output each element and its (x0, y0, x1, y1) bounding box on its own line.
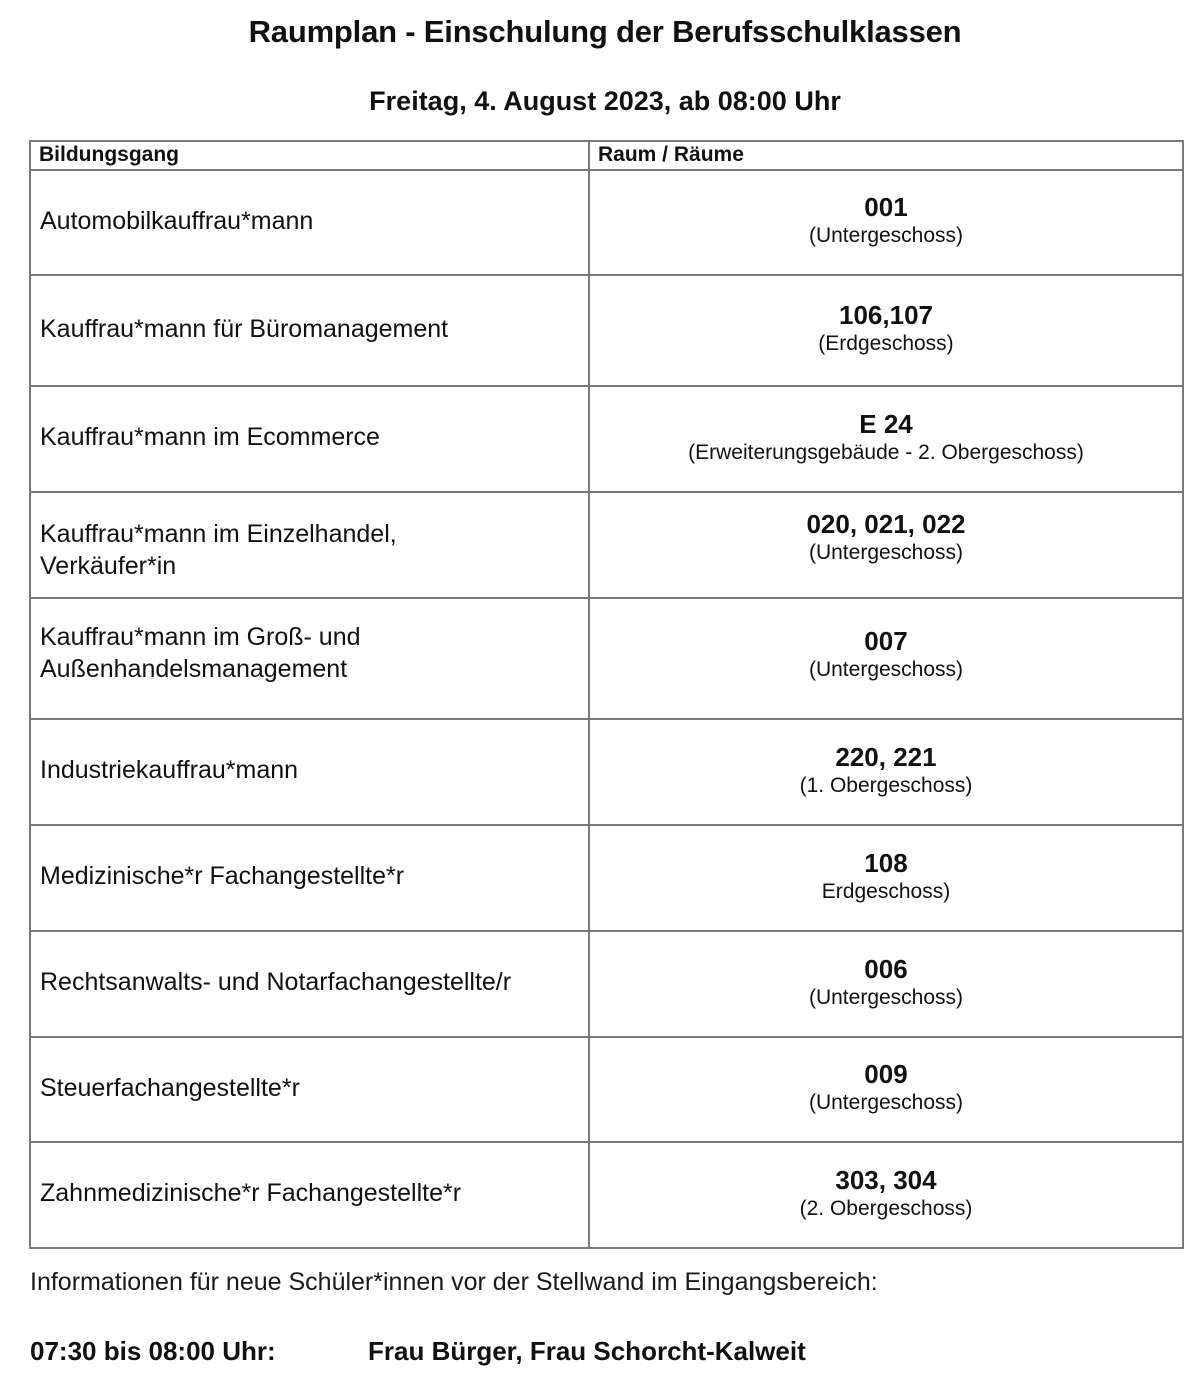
contact-persons: Frau Bürger, Frau Schorcht-Kalweit (368, 1336, 806, 1366)
course-cell: Industriekauffrau*mann (30, 719, 589, 825)
date-subtitle: Freitag, 4. August 2023, ab 08:00 Uhr (369, 86, 841, 116)
room-cell (589, 931, 1183, 1037)
room-floor: (Untergeschoss) (808, 658, 964, 681)
room-cell (589, 1142, 1183, 1248)
room-number: 001 (864, 192, 908, 222)
table-row (30, 1037, 1183, 1142)
table-row (30, 492, 1183, 598)
course-line: Außenhandelsmanagement (40, 654, 348, 683)
table-row (30, 170, 1183, 275)
page-title: Raumplan - Einschulung der Berufsschulklassen (248, 14, 962, 49)
room-number: 009 (864, 1059, 908, 1089)
room-floor: (Untergeschoss) (808, 985, 964, 1009)
table-row (30, 931, 1183, 1037)
course-cell (30, 598, 589, 719)
course-cell: Kauffrau*mann für Büromanagement (30, 275, 589, 386)
info-note: Informationen für neue Schüler*innen vor der Stellwand im Eingangsbereich: (30, 1268, 878, 1296)
course-cell: Steuerfachangestellte*r (30, 1037, 589, 1142)
room-cell (589, 492, 1183, 598)
course-cell: Rechtsanwalts- und Notarfachangestellte/r (30, 931, 589, 1037)
course-line: Kauffrau*mann im Einzelhandel, (40, 520, 397, 548)
contact-line (30, 1336, 806, 1367)
table-row (30, 825, 1183, 931)
contact-time: 07:30 bis 08:00 Uhr: (30, 1336, 276, 1366)
table-row (30, 386, 1183, 492)
room-floor: (Erdgeschoss) (818, 332, 954, 355)
room-floor: (Untergeschoss) (808, 1091, 964, 1114)
table-row (30, 598, 1183, 719)
room-floor: Erdgeschoss) (821, 879, 951, 903)
room-number: 106,107 (839, 300, 933, 330)
table-row (30, 275, 1183, 386)
room-number: 007 (864, 626, 908, 656)
course-cell: Zahnmedizinische*r Fachangestellte*r (30, 1142, 589, 1248)
room-cell (589, 719, 1183, 825)
room-number: 220, 221 (835, 741, 937, 772)
room-floor: (Erweiterungsgebäude - 2. Obergeschoss) (688, 440, 1084, 464)
course-cell: Automobilkauffrau*mann (30, 170, 589, 275)
room-number: 303, 304 (835, 1164, 937, 1195)
room-cell (589, 170, 1183, 275)
room-number: 006 (864, 953, 908, 984)
course-cell: Medizinische*r Fachangestellte*r (30, 825, 589, 931)
course-line: Verkäufer*in (40, 552, 177, 580)
room-floor: (1. Obergeschoss) (799, 773, 973, 797)
column-header-course: Bildungsgang (30, 141, 589, 170)
table-header-row (30, 141, 1183, 170)
column-header-room: Raum / Räume (589, 141, 1183, 170)
room-cell (589, 275, 1183, 386)
room-cell (589, 386, 1183, 492)
room-cell (589, 1037, 1183, 1142)
room-floor: (Untergeschoss) (808, 540, 964, 564)
room-cell (589, 825, 1183, 931)
table-row (30, 719, 1183, 825)
room-cell (589, 598, 1183, 719)
table-row (30, 1142, 1183, 1248)
course-cell: Kauffrau*mann im Ecommerce (30, 386, 589, 492)
room-number: E 24 (859, 408, 913, 439)
course-cell (30, 492, 589, 598)
room-number: 020, 021, 022 (806, 508, 966, 539)
room-number: 108 (864, 847, 908, 878)
room-floor: (2. Obergeschoss) (799, 1196, 973, 1220)
room-floor: (Untergeschoss) (808, 224, 964, 247)
room-plan-table (29, 140, 1184, 1249)
course-line: Kauffrau*mann im Groß- und (40, 622, 361, 651)
